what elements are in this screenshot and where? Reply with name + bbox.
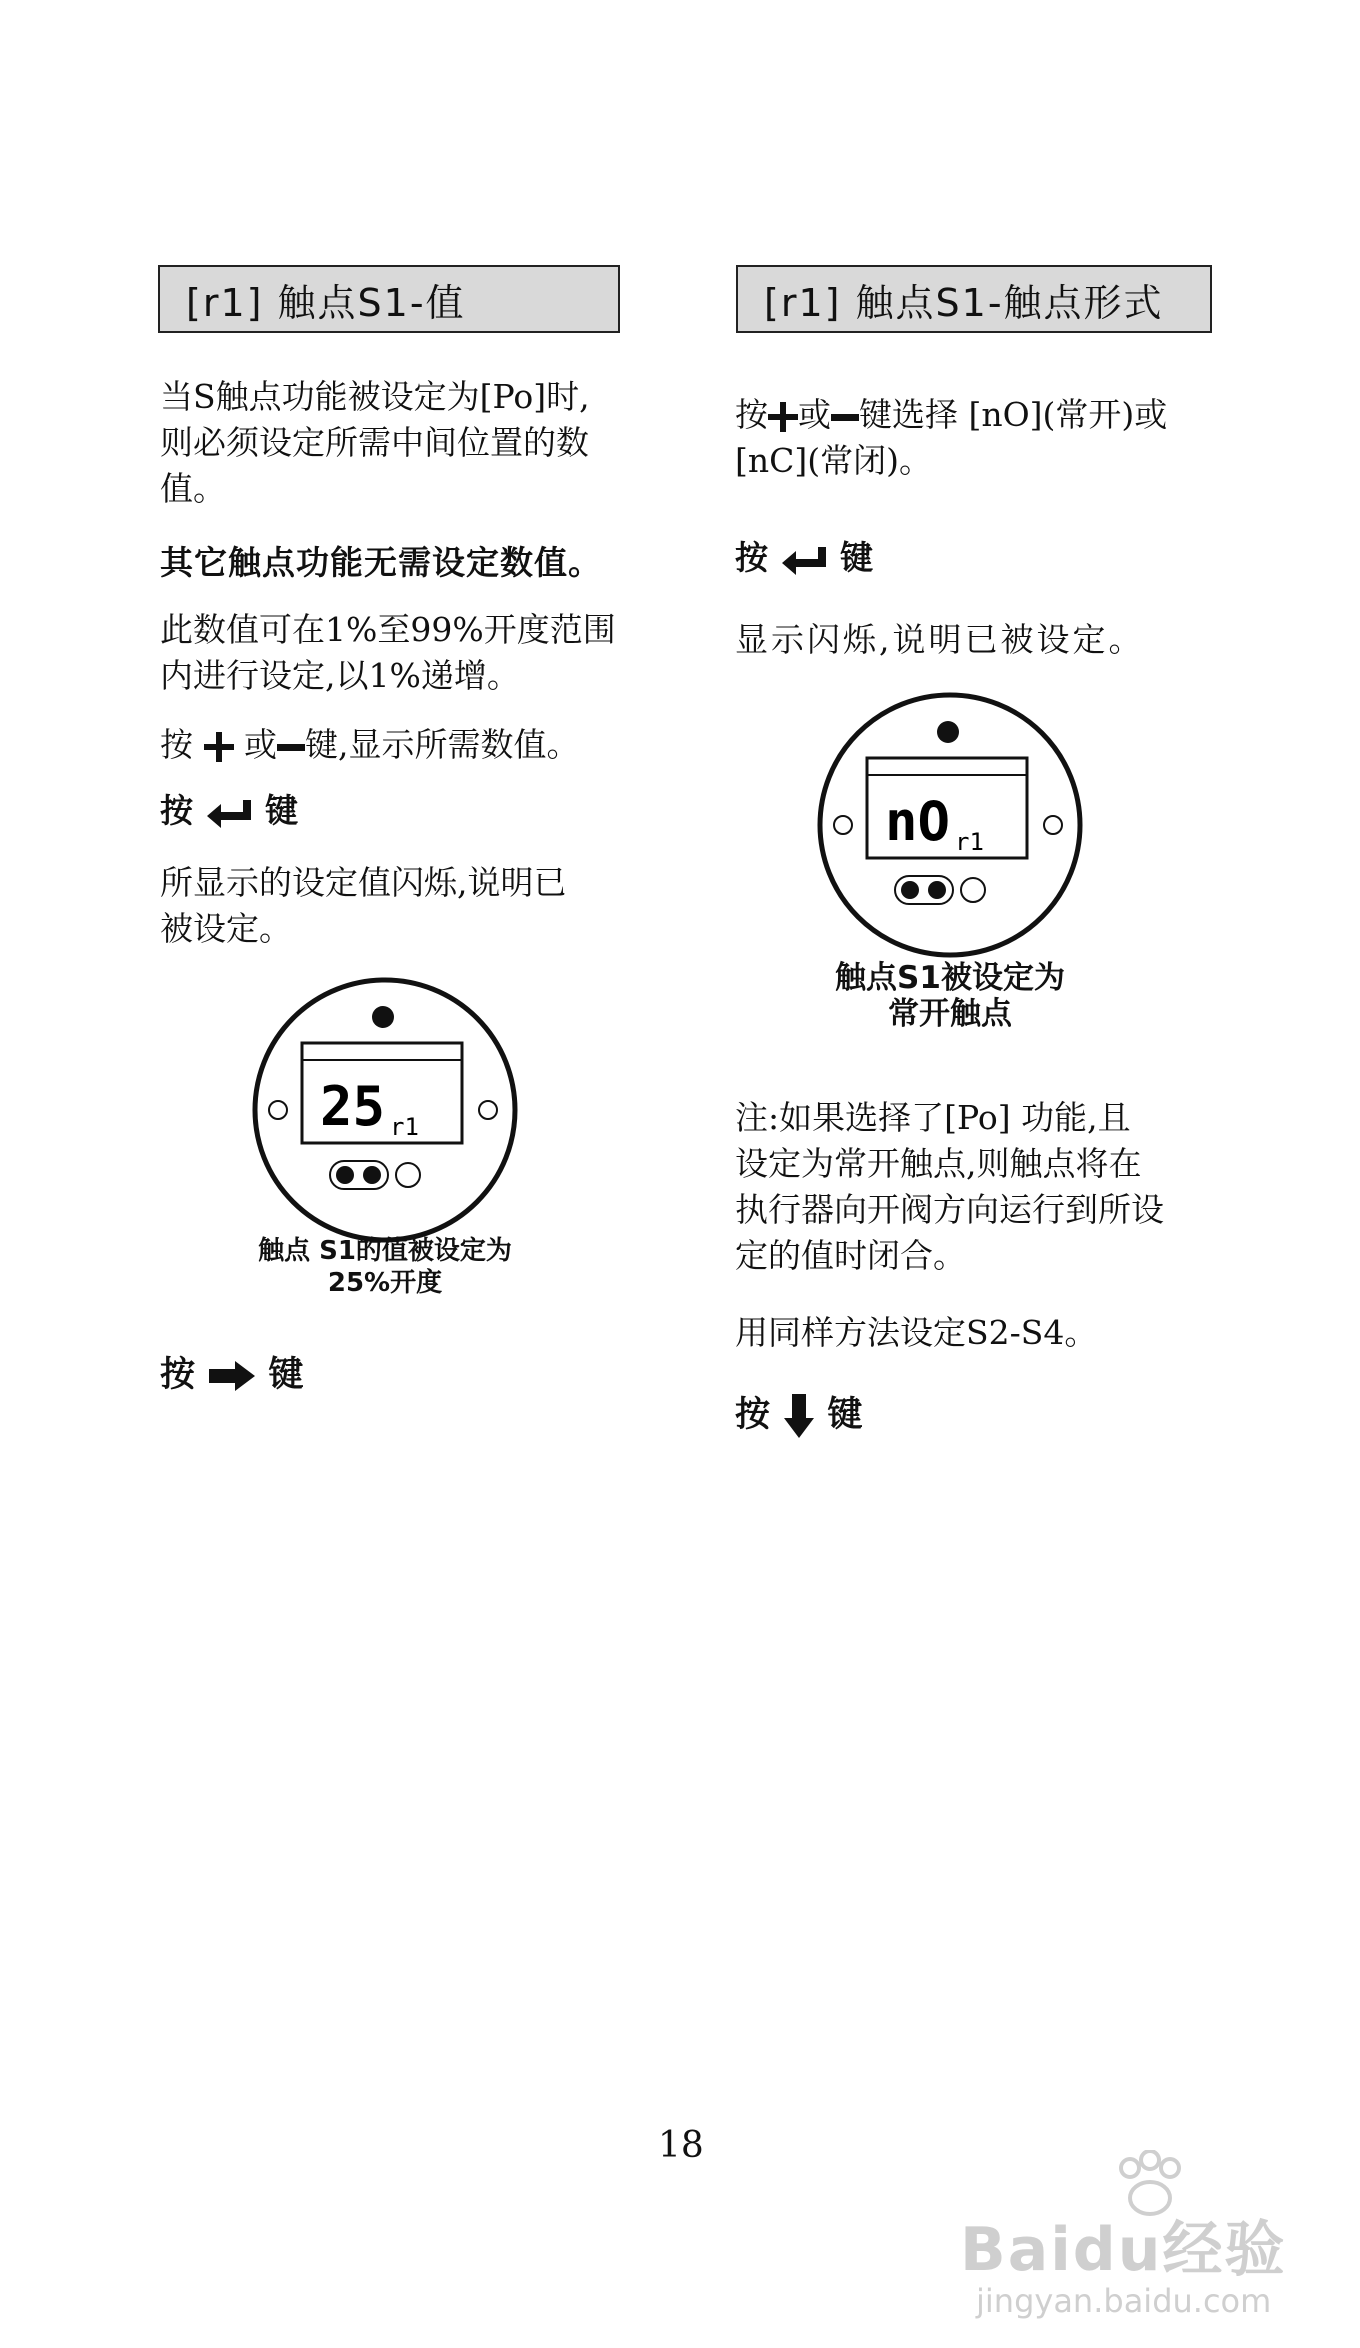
lcd-sub-value: r1 — [955, 828, 984, 856]
press-enter-line-right: 按 键 — [735, 538, 874, 577]
plus-key-icon — [768, 402, 798, 432]
led-green-icon — [928, 881, 946, 899]
actuator-display-value — [250, 975, 520, 1245]
minus-key-icon — [277, 732, 305, 762]
section-header-s1-type — [736, 265, 1212, 333]
right-arrow-key-icon — [209, 1361, 255, 1391]
section-header-text: [r1] 触点S1-值 — [186, 280, 466, 325]
left-knob-icon — [834, 816, 852, 834]
intro-paragraph: 当S触点功能被设定为[Po]时, 则必须设定所需中间位置的数 值。 — [160, 377, 590, 508]
led-amber-icon — [396, 1163, 420, 1187]
display-caption-type: 触点S1被设定为 常开触点 — [835, 960, 1065, 1032]
indicator-dot-icon — [372, 1006, 394, 1028]
enter-key-icon — [207, 798, 253, 828]
display-caption-value: 触点 S1的值被设定为 25%开度 — [258, 1236, 512, 1298]
left-knob-icon — [269, 1101, 287, 1119]
right-knob-icon — [1044, 816, 1062, 834]
press-right-line: 按 键 — [160, 1355, 305, 1395]
led-green-icon — [363, 1166, 381, 1184]
section-header-text: [r1] 触点S1-触点形式 — [764, 280, 1164, 325]
select-paragraph: 按 或 键选择 [nO](常开)或 [nC](常闭)。 — [735, 395, 1168, 480]
down-arrow-key-icon — [784, 1394, 814, 1438]
baidu-watermark — [960, 2150, 1340, 2330]
lcd-main-value: 25 — [320, 1075, 386, 1138]
note-paragraph: 注:如果选择了[Po] 功能,且 设定为常开触点,则触点将在 执行器向开阀方向运行到所设 定的值时闭合。 — [735, 1098, 1164, 1275]
page-number: 18 — [658, 2125, 704, 2166]
range-paragraph: 此数值可在1%至99%开度范围 内进行设定,以1%递增。 — [160, 610, 616, 695]
flash-line-right: 显示闪烁,说明已被设定。 — [735, 620, 1145, 659]
led-red-icon — [901, 881, 919, 899]
press-enter-line: 按 键 — [160, 791, 299, 830]
enter-key-icon — [782, 545, 828, 575]
led-red-icon — [336, 1166, 354, 1184]
same-method-line: 用同样方法设定S2-S4。 — [735, 1313, 1098, 1352]
led-amber-icon — [961, 878, 985, 902]
minus-key-icon — [831, 402, 859, 432]
no-value-note: 其它触点功能无需设定数值。 — [160, 543, 602, 582]
section-header-s1-value — [158, 265, 620, 333]
flash-paragraph: 所显示的设定值闪烁,说明已 被设定。 — [160, 863, 567, 948]
watermark-url: jingyan.baidu.com — [976, 2282, 1272, 2320]
right-knob-icon — [479, 1101, 497, 1119]
indicator-dot-icon — [937, 721, 959, 743]
plus-key-icon — [204, 732, 234, 762]
actuator-display-type — [815, 690, 1085, 960]
press-down-line: 按 键 — [735, 1392, 863, 1438]
lcd-sub-value: r1 — [390, 1113, 419, 1141]
press-plus-minus-line: 按 或 键,显示所需数值。 — [160, 725, 580, 764]
lcd-main-value: nO — [885, 790, 951, 853]
watermark-logo-text: Baidu经验 — [960, 2215, 1287, 2285]
